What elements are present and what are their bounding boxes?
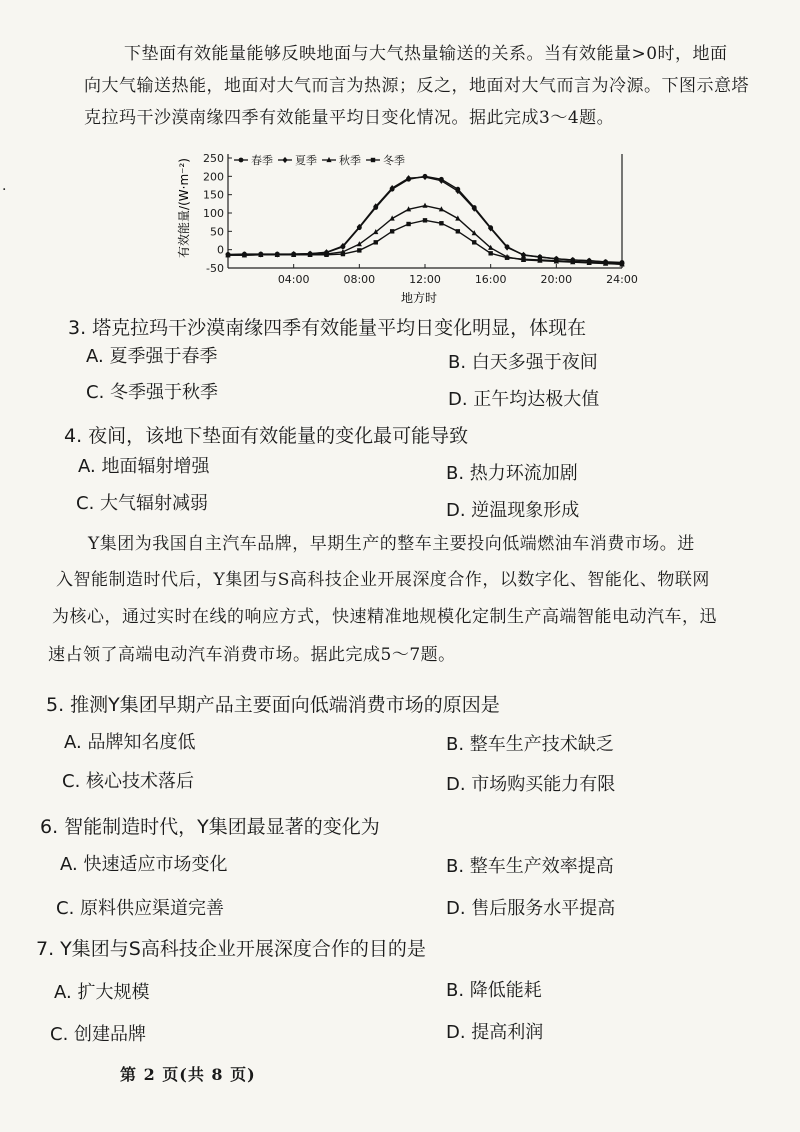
q7-option-c: C. 创建品牌 — [50, 1024, 147, 1045]
data-point — [308, 253, 312, 257]
q7-option-d: D. 提高利润 — [446, 1022, 544, 1043]
data-point — [275, 253, 279, 257]
series-line — [228, 220, 622, 264]
data-point — [439, 221, 443, 225]
intro1-line-1: 下垫面有效能量能够反映地面与大气热量输送的关系。当有效能量>0时，地面 — [124, 44, 728, 64]
q3-option-a: A. 夏季强于春季 — [86, 346, 218, 367]
q3-stem: 3. 塔克拉玛干沙漠南缘四季有效能量平均日变化明显，体现在 — [68, 317, 587, 339]
q6-option-a: A. 快速适应市场变化 — [60, 854, 228, 875]
effective-energy-chart — [170, 146, 650, 308]
q5-option-c: C. 核心技术落后 — [62, 771, 195, 792]
data-point — [374, 240, 378, 244]
data-point — [505, 256, 509, 260]
intro2-line-3: 为核心，通过实时在线的响应方式，快速精准地规模化定制生产高端智能电动汽车，迅 — [52, 607, 717, 627]
series-line — [228, 206, 622, 265]
chart-xlabel: 地方时 — [400, 291, 438, 305]
chart-ylabel: 有效能量/(W·m⁻²) — [177, 158, 191, 258]
data-point — [620, 262, 624, 266]
data-point — [423, 218, 427, 222]
data-point — [456, 229, 460, 233]
y-tick-label: 50 — [210, 225, 224, 239]
data-point — [341, 252, 345, 256]
data-point — [422, 203, 427, 208]
intro1-line-2: 向大气输送热能，地面对大气而言为热源；反之，地面对大气而言为冷源。下图示意塔 — [84, 76, 749, 96]
data-point — [239, 158, 244, 163]
data-point — [603, 261, 607, 265]
q4-option-b: B. 热力环流加剧 — [446, 463, 578, 484]
q3-option-b: B. 白天多强于夜间 — [448, 352, 598, 373]
q4-option-a: A. 地面辐射增强 — [78, 456, 210, 477]
y-tick-label: 0 — [217, 243, 224, 257]
intro1-line-3: 克拉玛干沙漠南缘四季有效能量平均日变化情况。据此完成3～4题。 — [84, 108, 615, 128]
q3-option-d: D. 正午均达极大值 — [448, 389, 600, 410]
margin-mark: · — [2, 182, 7, 198]
data-point — [571, 259, 575, 263]
legend-label: 春季 — [251, 154, 273, 167]
chart-series — [225, 174, 624, 267]
x-tick-label: 20:00 — [540, 273, 573, 286]
x-tick-label: 08:00 — [343, 273, 376, 286]
q4-option-c: C. 大气辐射减弱 — [76, 493, 209, 514]
legend-label: 夏季 — [295, 154, 317, 167]
q5-stem: 5. 推测Y集团早期产品主要面向低端消费市场的原因是 — [46, 694, 500, 716]
data-point — [472, 240, 476, 244]
q6-option-d: D. 售后服务水平提高 — [446, 898, 616, 919]
y-tick-label: 250 — [203, 152, 224, 165]
data-point — [538, 258, 542, 262]
data-point — [406, 222, 410, 226]
page-footer: 第 2 页(共 8 页) — [120, 1065, 256, 1084]
data-point — [226, 253, 230, 257]
data-point — [242, 253, 246, 257]
data-point — [488, 251, 492, 255]
q5-option-a: A. 品牌知名度低 — [64, 732, 196, 753]
data-point — [587, 260, 591, 264]
data-point — [324, 253, 328, 257]
x-tick-label: 16:00 — [474, 273, 507, 286]
y-tick-label: -50 — [206, 262, 224, 275]
data-point — [259, 253, 263, 257]
q5-option-d: D. 市场购买能力有限 — [446, 774, 616, 795]
intro2-line-4: 速占领了高端电动汽车消费市场。据此完成5～7题。 — [48, 645, 456, 665]
q7-option-a: A. 扩大规模 — [54, 982, 150, 1003]
data-point — [282, 157, 287, 163]
data-point — [291, 253, 295, 257]
x-tick-label: 04:00 — [277, 273, 310, 286]
q4-option-d: D. 逆温现象形成 — [446, 500, 580, 521]
data-point — [390, 229, 394, 233]
legend-label: 冬季 — [383, 154, 405, 167]
y-tick-label: 100 — [203, 207, 224, 220]
q3-option-c: C. 冬季强于秋季 — [86, 382, 219, 403]
series-3 — [225, 203, 624, 267]
data-point — [371, 158, 375, 162]
x-tick-label: 12:00 — [409, 273, 441, 286]
q6-stem: 6. 智能制造时代，Y集团最显著的变化为 — [40, 816, 380, 838]
q5-option-b: B. 整车生产技术缺乏 — [446, 734, 614, 755]
y-tick-label: 150 — [203, 188, 224, 202]
q6-option-c: C. 原料供应渠道完善 — [56, 898, 225, 919]
y-tick-label: 200 — [203, 170, 224, 184]
q6-option-b: B. 整车生产效率提高 — [446, 856, 614, 877]
q7-stem: 7. Y集团与S高科技企业开展深度合作的目的是 — [36, 938, 426, 960]
intro2-line-1: Y集团为我国自主汽车品牌，早期生产的整车主要投向低端燃油车消费市场。进 — [88, 534, 695, 554]
x-tick-label: 24:00 — [606, 273, 638, 286]
data-point — [554, 258, 558, 262]
chart-axes — [203, 152, 638, 286]
data-point — [357, 248, 361, 252]
q4-stem: 4. 夜间，该地下垫面有效能量的变化最可能导致 — [64, 425, 469, 447]
q7-option-b: B. 降低能耗 — [446, 980, 542, 1001]
chart-legend — [234, 153, 405, 167]
legend-label: 秋季 — [339, 154, 361, 167]
data-point — [521, 257, 525, 261]
intro2-line-2: 入智能制造时代后，Y集团与S高科技企业开展深度合作，以数字化、智能化、物联网 — [56, 570, 710, 590]
